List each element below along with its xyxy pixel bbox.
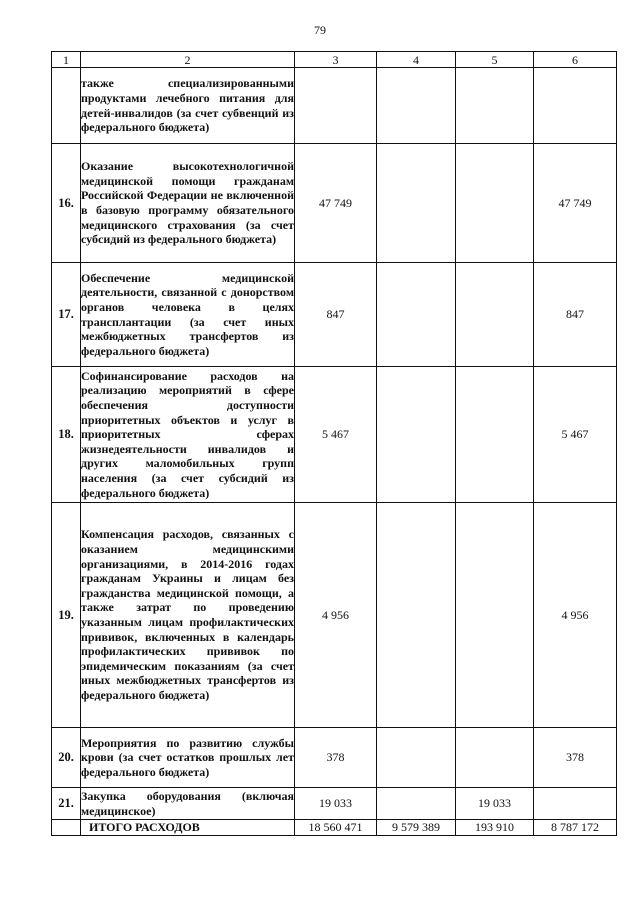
row-description: Компенсация расходов, связанных с оказанием медицинскими организациями, в 2014-2016 годах гражданам Украины и лицам без гражданства медицинской помощи, а также затрат по проведению указанным лицам профилактических прививок, включенных в календарь профилактических прививок по эпидемическим показаниям (за счет иных межбюджетных трансфертов из федерального бюджета): [81, 503, 295, 728]
row-value-col3: 19 033: [295, 788, 377, 820]
row-description: Софинансирование расходов на реализацию мероприятий в сфере обеспечения доступности приоритетных объектов и услуг в приоритетных сферах жизнедеятельности инвалидов и других маломобильных групп населения (за счет субсидий из федерального бюджета): [81, 367, 295, 503]
row-value-col3: [295, 68, 377, 144]
column-header-1: 1: [52, 52, 81, 68]
row-value-col6: 5 467: [534, 367, 617, 503]
row-number: 18.: [52, 367, 81, 503]
column-header-6: 6: [534, 52, 617, 68]
total-number-cell: [52, 820, 81, 836]
row-value-col3: 5 467: [295, 367, 377, 503]
table-row: [52, 728, 617, 788]
row-value-col4: [377, 788, 456, 820]
column-header-5: 5: [456, 52, 534, 68]
table-row: [52, 68, 617, 144]
table-row: [52, 263, 617, 367]
row-value-col4: [377, 503, 456, 728]
total-value-col4: 9 579 389: [377, 820, 456, 836]
row-value-col6: 47 749: [534, 144, 617, 263]
row-number: [52, 68, 81, 144]
table-row: [52, 367, 617, 503]
table-row: [52, 144, 617, 263]
row-number: 16.: [52, 144, 81, 263]
row-value-col3: 378: [295, 728, 377, 788]
row-value-col5: [456, 263, 534, 367]
row-value-col4: [377, 68, 456, 144]
row-value-col5: [456, 367, 534, 503]
table-row: [52, 788, 617, 820]
row-number: 17.: [52, 263, 81, 367]
row-number: 21.: [52, 788, 81, 820]
row-value-col5: [456, 68, 534, 144]
row-description: Оказание высокотехнологичной медицинской помощи гражданам Российской Федерации не включенной в базовую программу обязательного медицинского страхования (за счет субсидий из федерального бюджета): [81, 144, 295, 263]
column-header-3: 3: [295, 52, 377, 68]
row-value-col4: [377, 144, 456, 263]
row-value-col6: 4 956: [534, 503, 617, 728]
row-description: также специализированными продуктами лечебного питания для детей-инвалидов (за счет субвенций из федерального бюджета): [81, 68, 295, 144]
row-value-col5: 19 033: [456, 788, 534, 820]
row-description: Обеспечение медицинской деятельности, связанной с донорством органов человека в целях трансплантации (за счет иных межбюджетных трансфертов из федерального бюджета): [81, 263, 295, 367]
row-value-col5: [456, 728, 534, 788]
page-number: 79: [314, 23, 326, 37]
row-value-col5: [456, 503, 534, 728]
total-value-col5: 193 910: [456, 820, 534, 836]
total-row: [52, 820, 617, 836]
row-value-col6: 378: [534, 728, 617, 788]
table-row: [52, 503, 617, 728]
row-value-col5: [456, 144, 534, 263]
row-number: 20.: [52, 728, 81, 788]
row-value-col4: [377, 367, 456, 503]
row-description: Закупка оборудования (включая медицинское): [81, 788, 294, 818]
row-description: Мероприятия по развитию службы крови (за счет остатков прошлых лет федерального бюджета): [81, 728, 295, 788]
row-value-col4: [377, 263, 456, 367]
column-header-4: 4: [377, 52, 456, 68]
total-label: ИТОГО РАСХОДОВ: [81, 820, 295, 836]
row-value-col6: [534, 68, 617, 144]
table-header-row: [52, 52, 617, 68]
budget-table: [51, 51, 617, 836]
column-header-2: 2: [81, 52, 295, 68]
row-value-col4: [377, 728, 456, 788]
row-value-col3: 47 749: [295, 144, 377, 263]
row-value-col3: 847: [295, 263, 377, 367]
total-value-col6: 8 787 172: [534, 820, 617, 836]
total-value-col3: 18 560 471: [295, 820, 377, 836]
row-value-col3: 4 956: [295, 503, 377, 728]
row-value-col6: [534, 788, 617, 820]
row-number: 19.: [52, 503, 81, 728]
row-value-col6: 847: [534, 263, 617, 367]
